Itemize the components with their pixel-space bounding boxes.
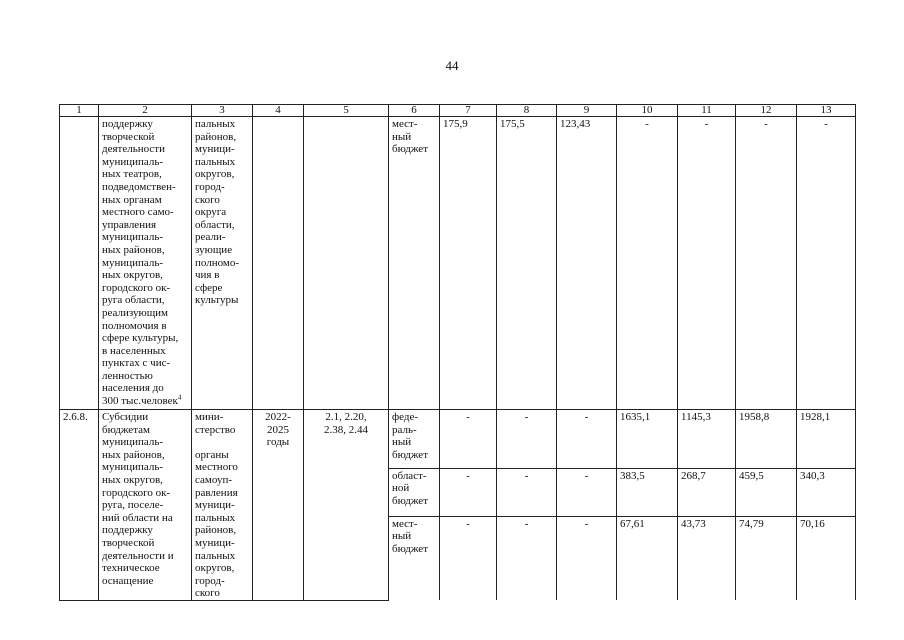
value-cell: 459,5: [736, 468, 797, 516]
funding-source-cell: мест- ный бюджет: [389, 516, 440, 600]
column-number: 4: [253, 105, 304, 117]
footnote-marker: 4: [177, 393, 182, 402]
item-number-cell: [60, 117, 99, 410]
column-number: 5: [304, 105, 389, 117]
column-number: 2: [99, 105, 192, 117]
value-cell: -: [440, 516, 497, 600]
value-cell: 175,9: [440, 117, 497, 410]
column-number: 13: [797, 105, 856, 117]
value-cell: 1145,3: [678, 410, 736, 469]
value-cell: -: [678, 117, 736, 410]
executor-cell: пальных районов, муници- пальных округов, город- ского округа области, реали- зующие полномо- чия в сфере культуры: [192, 117, 253, 410]
links-cell: 2.1, 2.20, 2.38, 2.44: [304, 410, 389, 601]
description-text: поддержку творческой деятельности муниципаль- ных театров, подведомствен- ных органам местного само- управления муниципаль- ных районов, муниципаль- ных округов, городского ок- руга области, реализующим полномочия в сфере культуры, в населенных пунктах с чис- ленностью населения до 300 тыс.человек: [102, 118, 179, 408]
description-cell: Субсидии бюджетам муниципаль- ных районов, муниципаль- ных округов, городского ок- руга, поселе- ний области на поддержку творческой деятельности и техническое оснащение: [99, 410, 192, 601]
value-cell: -: [440, 468, 497, 516]
column-number-row: [60, 105, 856, 117]
description-cell: [99, 117, 192, 410]
value-cell: -: [736, 117, 797, 410]
value-cell: 1928,1: [797, 410, 856, 469]
column-number: 12: [736, 105, 797, 117]
column-number: 6: [389, 105, 440, 117]
value-cell: 175,5: [497, 117, 557, 410]
table-row-2-6-8-federal: [60, 410, 856, 469]
value-cell: -: [797, 117, 856, 410]
value-cell: 43,73: [678, 516, 736, 600]
value-cell: 383,5: [617, 468, 678, 516]
value-cell: -: [557, 410, 617, 469]
funding-source-cell: област- ной бюджет: [389, 468, 440, 516]
budget-table: [59, 104, 856, 601]
years-cell: 2022- 2025 годы: [253, 410, 304, 601]
table-row-continuation: [60, 117, 856, 410]
value-cell: 67,61: [617, 516, 678, 600]
value-cell: -: [557, 468, 617, 516]
funding-source-cell: мест- ный бюджет: [389, 117, 440, 410]
value-cell: -: [440, 410, 497, 469]
value-cell: -: [557, 516, 617, 600]
value-cell: -: [497, 468, 557, 516]
value-cell: -: [497, 516, 557, 600]
executor-cell: мини- стерство органы местного самоуп- равления муници- пальных районов, муници- пальных округов, город- ского: [192, 410, 253, 601]
column-number: 9: [557, 105, 617, 117]
column-number: 3: [192, 105, 253, 117]
value-cell: -: [617, 117, 678, 410]
column-number: 1: [60, 105, 99, 117]
value-cell: 1958,8: [736, 410, 797, 469]
value-cell: 1635,1: [617, 410, 678, 469]
column-number: 8: [497, 105, 557, 117]
value-cell: 74,79: [736, 516, 797, 600]
column-number: 10: [617, 105, 678, 117]
item-number-cell: 2.6.8.: [60, 410, 99, 601]
value-cell: 340,3: [797, 468, 856, 516]
value-cell: 123,43: [557, 117, 617, 410]
value-cell: 268,7: [678, 468, 736, 516]
column-number: 11: [678, 105, 736, 117]
page-number: 44: [445, 58, 459, 73]
funding-source-cell: феде- раль- ный бюджет: [389, 410, 440, 469]
value-cell: -: [497, 410, 557, 469]
value-cell: 70,16: [797, 516, 856, 600]
column-number: 7: [440, 105, 497, 117]
years-cell: [253, 117, 304, 410]
links-cell: [304, 117, 389, 410]
